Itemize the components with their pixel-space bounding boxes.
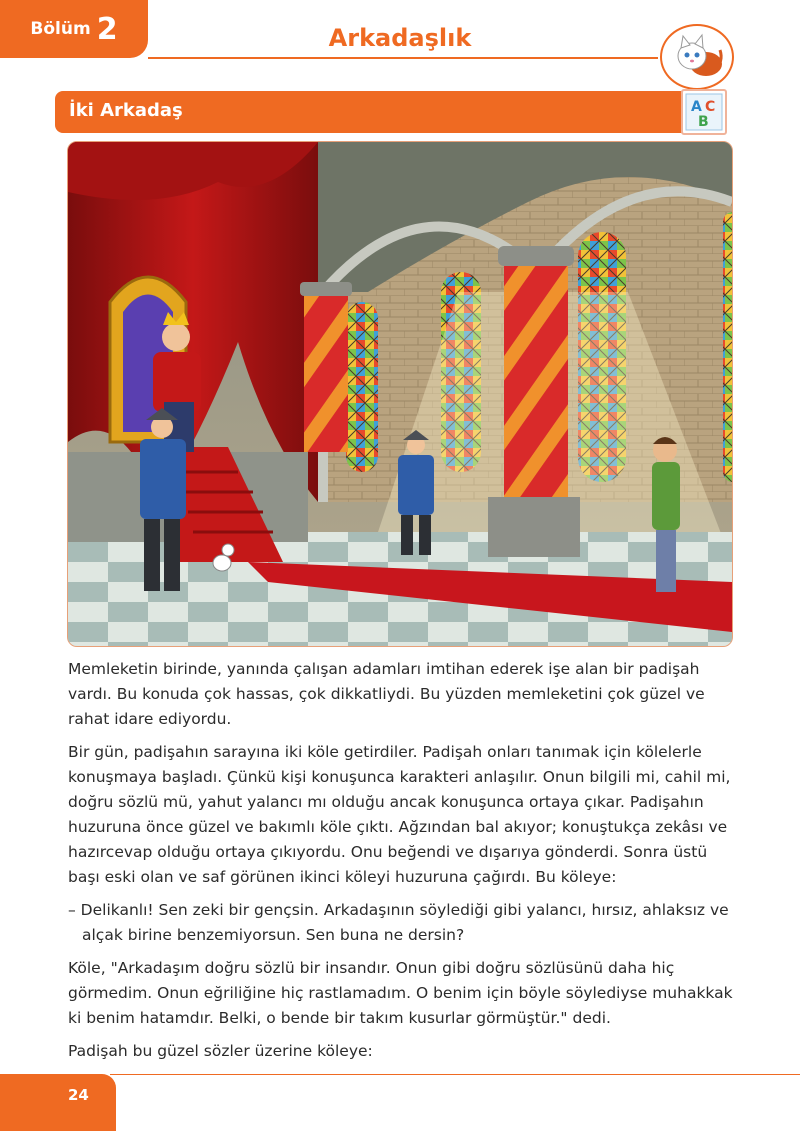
chapter-number: 2 xyxy=(96,11,118,47)
svg-text:A: A xyxy=(691,99,702,115)
section-title: İki Arkadaş xyxy=(69,100,183,121)
story-paragraph: Padişah bu güzel sözler üzerine köleye: xyxy=(68,1042,373,1060)
chapter-tab xyxy=(0,0,148,58)
abc-blocks-icon xyxy=(681,89,727,135)
story-paragraph: Köle, "Arkadaşım doğru sözlü bir insandır. Onun gibi doğru sözlüsünü daha hiç görmedim. Onun eğriliğine hiç rastlamadım. O benim için böyle söylediyse muhakkak ki benim hatamdır. Belki, o bende bir takım kusurlar görmüştür." dedi. xyxy=(68,959,733,1027)
page-tab xyxy=(0,1074,116,1131)
svg-text:B: B xyxy=(698,114,709,130)
chapter-label: Bölüm xyxy=(30,19,91,39)
header-divider xyxy=(148,57,658,59)
story-text xyxy=(68,657,736,1072)
story-paragraph: Memleketin birinde, yanında çalışan adamları imtihan ederek işe alan bir padişah vardı. Bu konuda çok hassas, çok dikkatliydi. Bu yüzden memleketini çok güzel ve rahat idare ediyordu. xyxy=(68,660,705,728)
footer-divider xyxy=(110,1074,800,1075)
cat-mascot-icon xyxy=(660,24,734,90)
palace-scene-illustration xyxy=(67,141,733,647)
svg-text:C: C xyxy=(705,99,716,115)
page-number: 24 xyxy=(68,1086,89,1104)
story-paragraph: Bir gün, padişahın sarayına iki köle getirdiler. Padişah onları tanımak için kölelerle konuşmaya başladı. Çünkü kişi konuşunca karakteri anlaşılır. Onun bilgili mi, cahil mi, doğru sözlü mü, yahut yalancı mı olduğu ancak konuşunca ortaya çıkar. Padişahın huzuruna önce güzel ve bakımlı köle çıktı. Ağzından bal akıyor; konuştukça zekâsı ve hazırcevap olduğu ortaya çıkıyordu. Onu beğendi ve dışarıya gönderdi. Sonra üstü başı eski olan ve saf görünen ikinci köleyi huzuruna çağırdı. Bu köleye: xyxy=(68,743,731,886)
story-dialog: – Delikanlı! Sen zeki bir gençsin. Arkadaşının söylediği gibi yalancı, hırsız, ahlaksız ve alçak birine benzemiyorsun. Sen buna ne dersin? xyxy=(68,901,729,944)
page-title: Arkadaşlık xyxy=(328,24,472,52)
section-header xyxy=(55,91,727,133)
